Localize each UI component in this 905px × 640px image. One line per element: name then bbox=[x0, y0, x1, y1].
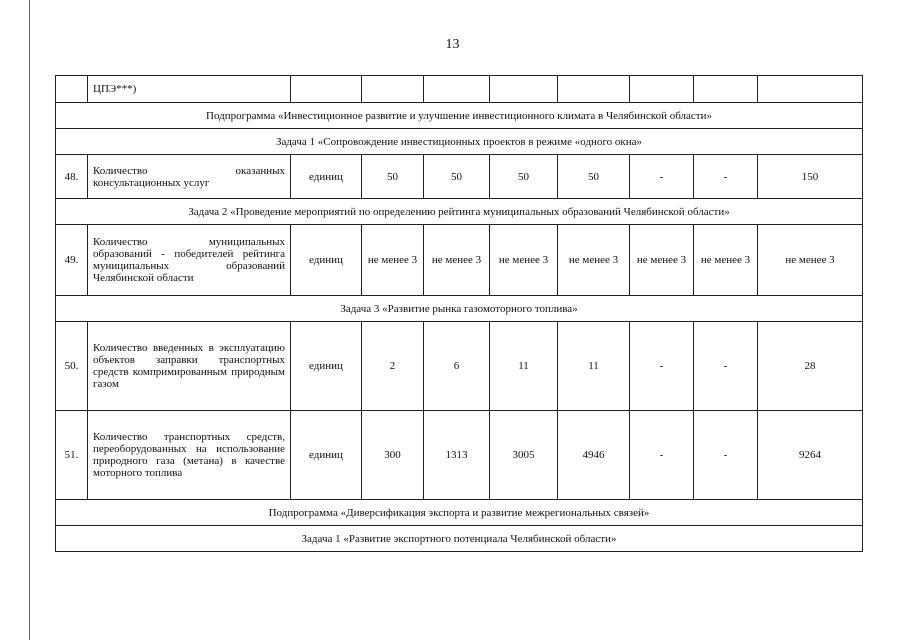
total-cell: не менее 3 bbox=[758, 225, 863, 296]
total-cell bbox=[758, 76, 863, 103]
value-cell: - bbox=[694, 411, 758, 500]
row-number-cell: 51. bbox=[56, 411, 88, 500]
unit-cell: единиц bbox=[291, 155, 362, 199]
row-number-cell: 48. bbox=[56, 155, 88, 199]
value-cell: 50 bbox=[424, 155, 490, 199]
table-row bbox=[56, 225, 863, 296]
value-cell bbox=[558, 76, 630, 103]
value-cell bbox=[490, 76, 558, 103]
unit-cell bbox=[291, 76, 362, 103]
unit-cell: единиц bbox=[291, 411, 362, 500]
task-heading: Задача 1 «Сопровождение инвестиционных проектов в режиме «одного окна» bbox=[56, 129, 863, 155]
indicator-name-cell: Количество муниципальных образований - победителей рейтинга муниципальных образований Челябинской области bbox=[88, 225, 291, 296]
section-header-row bbox=[56, 526, 863, 552]
value-cell: 3005 bbox=[490, 411, 558, 500]
value-cell: 11 bbox=[558, 322, 630, 411]
table-row bbox=[56, 322, 863, 411]
value-cell: 50 bbox=[558, 155, 630, 199]
section-header-row bbox=[56, 296, 863, 322]
row-number-cell: 49. bbox=[56, 225, 88, 296]
value-cell: 2 bbox=[362, 322, 424, 411]
value-cell bbox=[694, 76, 758, 103]
total-cell: 150 bbox=[758, 155, 863, 199]
row-number-cell: 50. bbox=[56, 322, 88, 411]
value-cell bbox=[630, 76, 694, 103]
section-header-row bbox=[56, 199, 863, 225]
section-header-row bbox=[56, 500, 863, 526]
task-heading: Задача 3 «Развитие рынка газомоторного топлива» bbox=[56, 296, 863, 322]
task-heading: Задача 1 «Развитие экспортного потенциала Челябинской области» bbox=[56, 526, 863, 552]
total-cell: 9264 bbox=[758, 411, 863, 500]
unit-cell: единиц bbox=[291, 225, 362, 296]
value-cell: 300 bbox=[362, 411, 424, 500]
value-cell: 50 bbox=[362, 155, 424, 199]
value-cell: - bbox=[630, 322, 694, 411]
section-header-row bbox=[56, 103, 863, 129]
value-cell: - bbox=[694, 322, 758, 411]
value-cell: 6 bbox=[424, 322, 490, 411]
value-cell bbox=[424, 76, 490, 103]
indicator-name-cell: Количество введенных в эксплуатацию объектов заправки транспортных средств компримированным природным газом bbox=[88, 322, 291, 411]
indicator-name-cell: ЦПЭ***) bbox=[88, 76, 291, 103]
section-header-row bbox=[56, 129, 863, 155]
value-cell: не менее 3 bbox=[362, 225, 424, 296]
subprogram-heading: Подпрограмма «Инвестиционное развитие и улучшение инвестиционного климата в Челябинской области» bbox=[56, 103, 863, 129]
page-edge-line bbox=[29, 0, 30, 640]
value-cell: не менее 3 bbox=[694, 225, 758, 296]
page-number: 13 bbox=[445, 37, 460, 52]
subprogram-heading: Подпрограмма «Диверсификация экспорта и развитие межрегиональных связей» bbox=[56, 500, 863, 526]
indicator-name-cell: Количество транспортных средств, переоборудованных на использование природного газа (метана) в качестве моторного топлива bbox=[88, 411, 291, 500]
value-cell: - bbox=[630, 411, 694, 500]
value-cell: не менее 3 bbox=[490, 225, 558, 296]
table-row bbox=[56, 155, 863, 199]
unit-cell: единиц bbox=[291, 322, 362, 411]
value-cell: 11 bbox=[490, 322, 558, 411]
value-cell: не менее 3 bbox=[630, 225, 694, 296]
table-row bbox=[56, 76, 863, 103]
value-cell: 1313 bbox=[424, 411, 490, 500]
value-cell: 50 bbox=[490, 155, 558, 199]
value-cell: - bbox=[630, 155, 694, 199]
task-heading: Задача 2 «Проведение мероприятий по определению рейтинга муниципальных образований Челябинской области» bbox=[56, 199, 863, 225]
indicators-table bbox=[55, 75, 863, 552]
indicator-name-cell: Количество оказанных консультационных услуг bbox=[88, 155, 291, 199]
value-cell bbox=[362, 76, 424, 103]
value-cell: не менее 3 bbox=[424, 225, 490, 296]
table-row bbox=[56, 411, 863, 500]
total-cell: 28 bbox=[758, 322, 863, 411]
value-cell: - bbox=[694, 155, 758, 199]
row-number-cell bbox=[56, 76, 88, 103]
value-cell: не менее 3 bbox=[558, 225, 630, 296]
value-cell: 4946 bbox=[558, 411, 630, 500]
